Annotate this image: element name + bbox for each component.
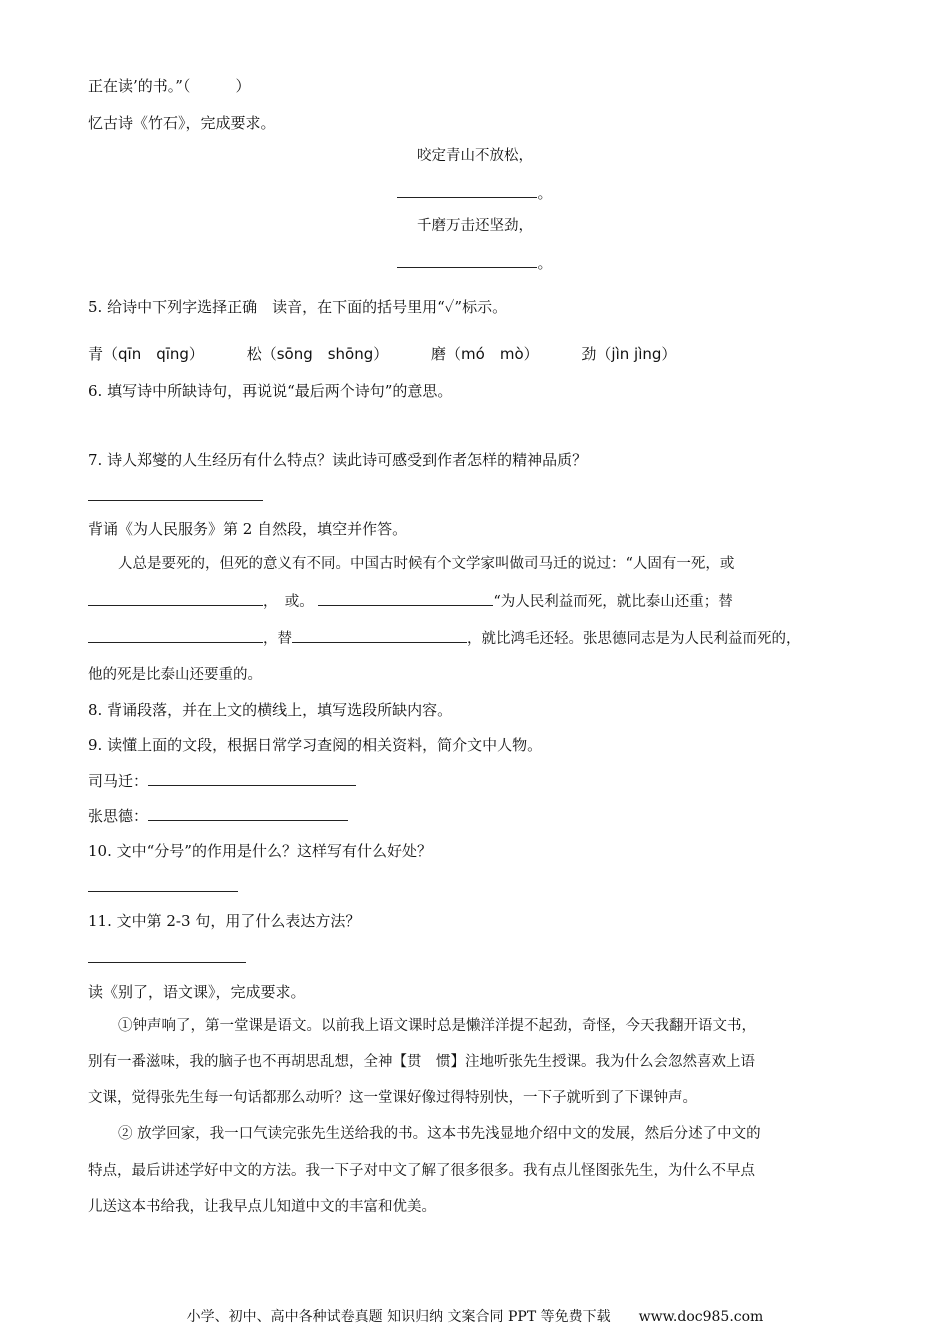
sima-qian-label: 司马迁： [88, 772, 149, 790]
answer-line-q11[interactable] [88, 962, 246, 963]
poem-line-4-end: 。 [537, 254, 553, 272]
passage-line-2-end: “为人民利益而死，就比泰山还重；替 [493, 594, 733, 610]
question-11: 11. 文中第 2-3 句，用了什么表达方法？ [88, 912, 361, 930]
passage-line-3-mid: ，替 [263, 631, 292, 647]
passage-line-3-end: ，就比鸿毛还轻。张思德同志是为人民利益而死的， [467, 631, 801, 647]
answer-line-q7[interactable] [88, 500, 263, 501]
reading-line-1: ①钟声响了，第一堂课是语文。以前我上语文课时总是懒洋洋提不起劲，奇怪，今天我翻开语文书， [118, 1018, 756, 1034]
question-8: 8. 背诵段落，并在上文的横线上，填写选段所缺内容。 [88, 701, 453, 719]
question-10: 10. 文中“分号”的作用是什么？这样写有什么好处？ [88, 842, 432, 860]
zhang-side-label: 张思德： [88, 807, 149, 825]
passage-line-3[interactable] [88, 628, 801, 649]
section-heading-serve-people: 背诵《为人民服务》第 2 自然段，填空并作答。 [88, 520, 408, 538]
poem-line-4[interactable] [0, 253, 950, 273]
reading-line-3: 文课，觉得张先生每一句话都那么动听？这一堂课好像过得特别快，一下子就听到了下课钟声。 [88, 1090, 697, 1106]
sima-qian-answer[interactable] [88, 771, 356, 791]
line-prev-question-end: 正在读’的书。”（ ） [88, 77, 251, 95]
pinyin-mo[interactable]: 磨（mó mò） [431, 345, 539, 363]
sima-qian-blank[interactable] [148, 771, 356, 786]
reading-line-6: 儿送这本书给我，让我早点儿知道中文的丰富和优美。 [88, 1199, 436, 1215]
page-footer [0, 1306, 950, 1326]
question-5: 5. 给诗中下列字选择正确 读音，在下面的括号里用“✓”标示。 [88, 298, 508, 316]
poem-blank-2[interactable] [397, 253, 537, 268]
passage-line-2[interactable] [88, 591, 733, 612]
poem-blank-1[interactable] [397, 183, 537, 198]
footer-text: 小学、初中、高中各种试卷真题 知识归纳 文案合同 PPT 等免费下载 [186, 1309, 611, 1325]
passage-blank-4[interactable] [292, 628, 467, 643]
poem-line-2[interactable] [0, 183, 950, 203]
pinyin-qing[interactable]: 青（qīn qīng） [88, 345, 204, 363]
section-heading-poem: 忆古诗《竹石》，完成要求。 [88, 114, 276, 132]
reading-line-4: ② 放学回家，我一口气读完张先生送给我的书。这本书先浅显地介绍中文的发展，然后分述了中文的 [118, 1126, 761, 1142]
reading-line-5: 特点，最后讲述学好中文的方法。我一下子对中文了解了很多很多。我有点儿怪图张先生，为什么不早点 [88, 1163, 755, 1179]
poem-line-3: 千磨万击还坚劲， [417, 218, 533, 234]
pinyin-song[interactable]: 松（sōng shōng） [246, 345, 389, 363]
zhang-side-blank[interactable] [148, 806, 348, 821]
poem-line-1: 咬定青山不放松， [417, 148, 533, 164]
passage-blank-2[interactable] [318, 591, 493, 606]
passage-line-2-mid: ， 或。 [263, 594, 314, 610]
passage-line-1: 人总是要死的，但死的意义有不同。中国古时候有个文学家叫做司马迁的说过：“人固有一死，或 [118, 556, 735, 572]
answer-line-q10[interactable] [88, 891, 238, 892]
question-9: 9. 读懂上面的文段，根据日常学习查阅的相关资料，简介文中人物。 [88, 736, 543, 754]
pinyin-jin[interactable]: 劲（jìn jìng） [581, 345, 677, 363]
passage-blank-3[interactable] [88, 628, 263, 643]
question-7: 7. 诗人郑燮的人生经历有什么特点？读此诗可感受到作者怎样的精神品质？ [88, 451, 588, 469]
footer-url[interactable]: www.doc985.com [638, 1309, 764, 1325]
zhang-side-answer[interactable] [88, 806, 348, 826]
passage-line-4: 他的死是比泰山还要重的。 [88, 667, 262, 683]
passage-blank-1[interactable] [88, 591, 263, 606]
section-heading-farewell-chinese: 读《别了，语文课》，完成要求。 [88, 983, 306, 1001]
question-6: 6. 填写诗中所缺诗句，再说说“最后两个诗句”的意思。 [88, 382, 453, 400]
reading-line-2: 别有一番滋味，我的脑子也不再胡思乱想，全神【贯 惯】注地听张先生授课。我为什么会忽然喜欢上语 [88, 1054, 755, 1070]
poem-line-2-end: 。 [537, 184, 553, 202]
pinyin-options [88, 344, 714, 364]
